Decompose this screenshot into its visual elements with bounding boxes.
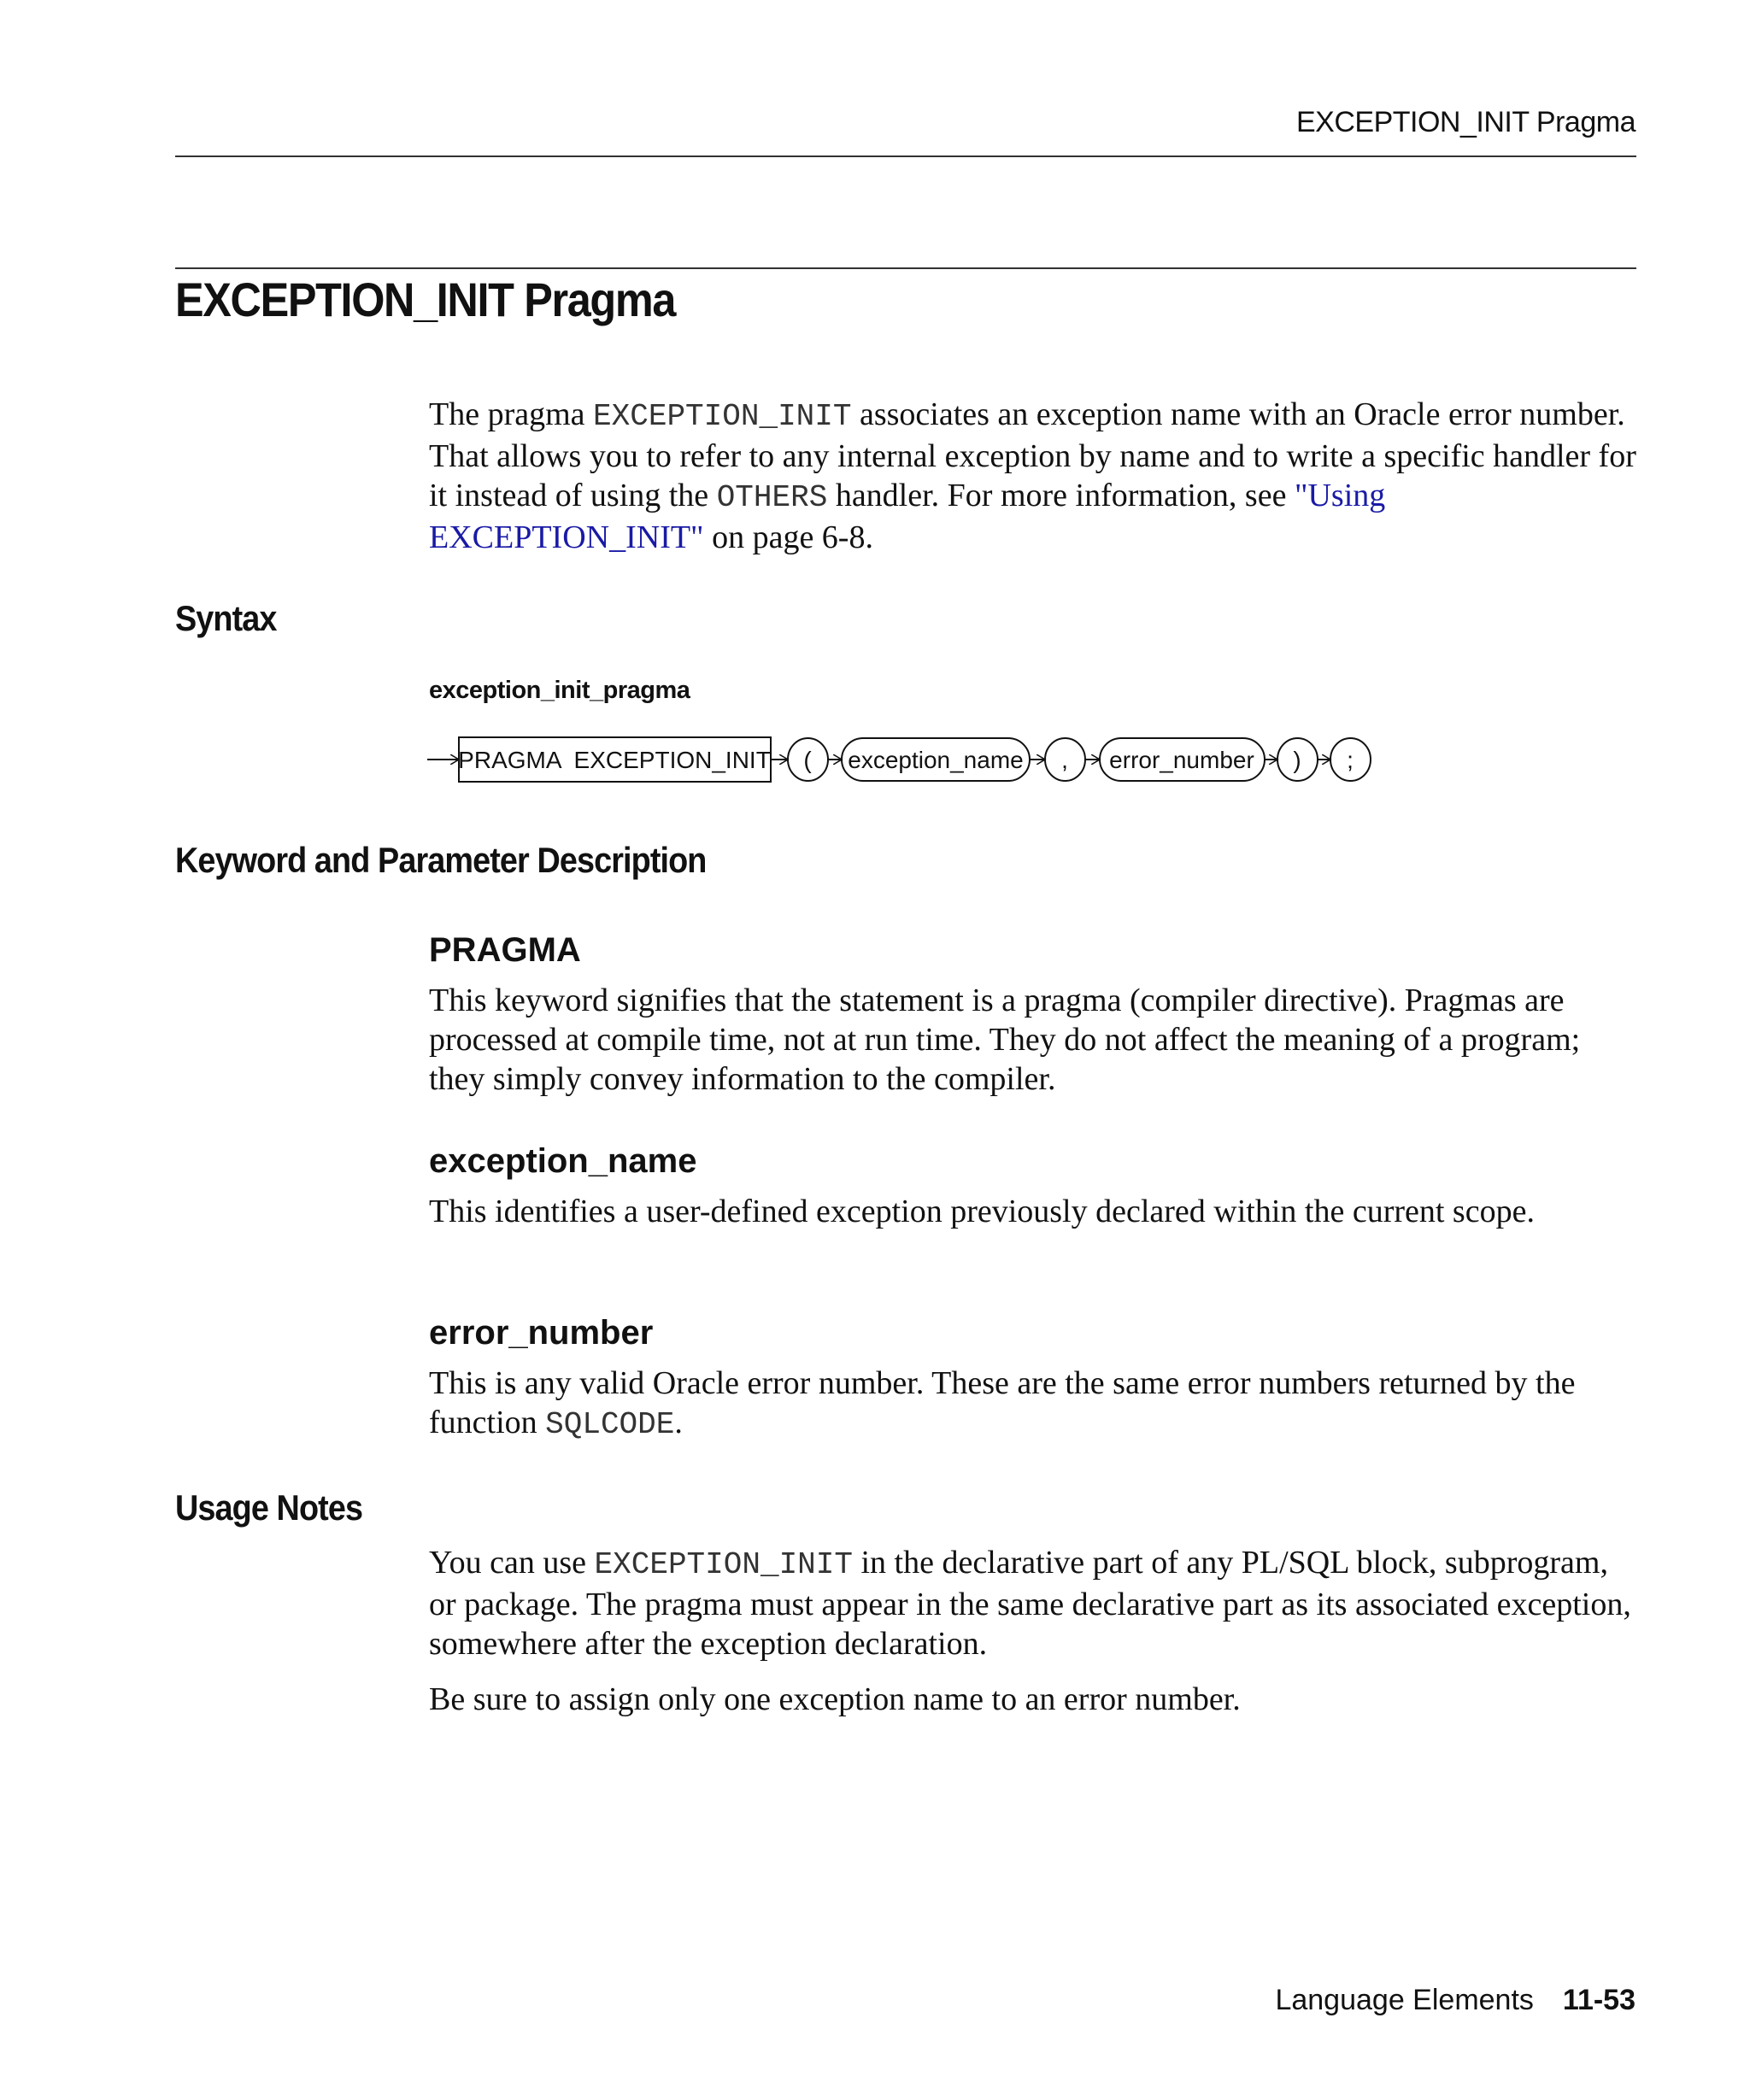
- diagram-token-semicolon: ;: [1347, 747, 1354, 773]
- intro-code-others: OTHERS: [716, 480, 828, 515]
- intro-code-exception-init: EXCEPTION_INIT: [593, 399, 852, 434]
- diagram-token-open-paren: (: [803, 747, 812, 773]
- page-title: EXCEPTION_INIT Pragma: [175, 273, 676, 326]
- footer-section-title: Language Elements: [1275, 1984, 1534, 2016]
- page-footer: [1275, 1984, 1635, 2017]
- syntax-heading: Syntax: [175, 598, 277, 638]
- usage-paragraph-1: [429, 1543, 1642, 1663]
- usage-paragraph-2: Be sure to assign only one exception name to an error number.: [429, 1681, 1241, 1717]
- usage-notes-heading: Usage Notes: [175, 1487, 363, 1528]
- intro-text: associates an exception name with an Oracle error number. That allows you to refer to any internal exception by name and to write a specific handler for it instead of using the: [429, 396, 1636, 513]
- intro-paragraph: [429, 395, 1642, 557]
- exception-name-description: This identifies a user-defined exception previously declared within the current scope.: [429, 1194, 1535, 1229]
- error-number-text: .: [674, 1405, 683, 1440]
- intro-text: The pragma: [429, 396, 594, 432]
- running-header: EXCEPTION_INIT Pragma: [1296, 106, 1635, 138]
- diagram-token-close-paren: ): [1293, 747, 1301, 773]
- page-number: 11-53: [1562, 1984, 1635, 2016]
- using-exception-init-link[interactable]: "Using EXCEPTION_INIT": [429, 478, 1386, 555]
- error-number-description: [429, 1364, 1642, 1445]
- keyword-parameter-heading: Keyword and Parameter Description: [175, 840, 707, 880]
- title-rule: [175, 267, 1636, 269]
- usage-text: in the declarative part of any PL/SQL block, subprogram, or package. The pragma must appear in the same declarative part as its associated exception, somewhere after the exception declaration.: [429, 1545, 1631, 1662]
- sqlcode-code: SQLCODE: [545, 1407, 675, 1442]
- syntax-diagram-label: exception_init_pragma: [429, 677, 690, 704]
- term-pragma: PRAGMA: [429, 931, 581, 969]
- usage-text: You can use: [429, 1545, 595, 1581]
- intro-text: handler. For more information, see: [827, 478, 1295, 513]
- error-number-text: This is any valid Oracle error number. These are the same error numbers returned by the function: [429, 1365, 1576, 1440]
- term-exception-name: exception_name: [429, 1142, 697, 1180]
- usage-code-exception-init: EXCEPTION_INIT: [594, 1547, 853, 1582]
- diagram-token-error-number: error_number: [1109, 747, 1254, 773]
- syntax-railroad-diagram: [423, 730, 1389, 790]
- pragma-description: This keyword signifies that the statement is a pragma (compiler directive). Pragmas are processed at compile time, not at run time. They do not affect the meaning of a program; they simply convey information to the compiler.: [429, 983, 1581, 1097]
- diagram-token-comma: ,: [1061, 747, 1068, 773]
- header-rule: [175, 155, 1636, 157]
- diagram-token-exception-name: exception_name: [848, 747, 1024, 773]
- diagram-token-keyword: PRAGMA EXCEPTION_INIT: [458, 747, 771, 773]
- term-error-number: error_number: [429, 1314, 654, 1352]
- intro-text: on page 6-8.: [703, 519, 873, 555]
